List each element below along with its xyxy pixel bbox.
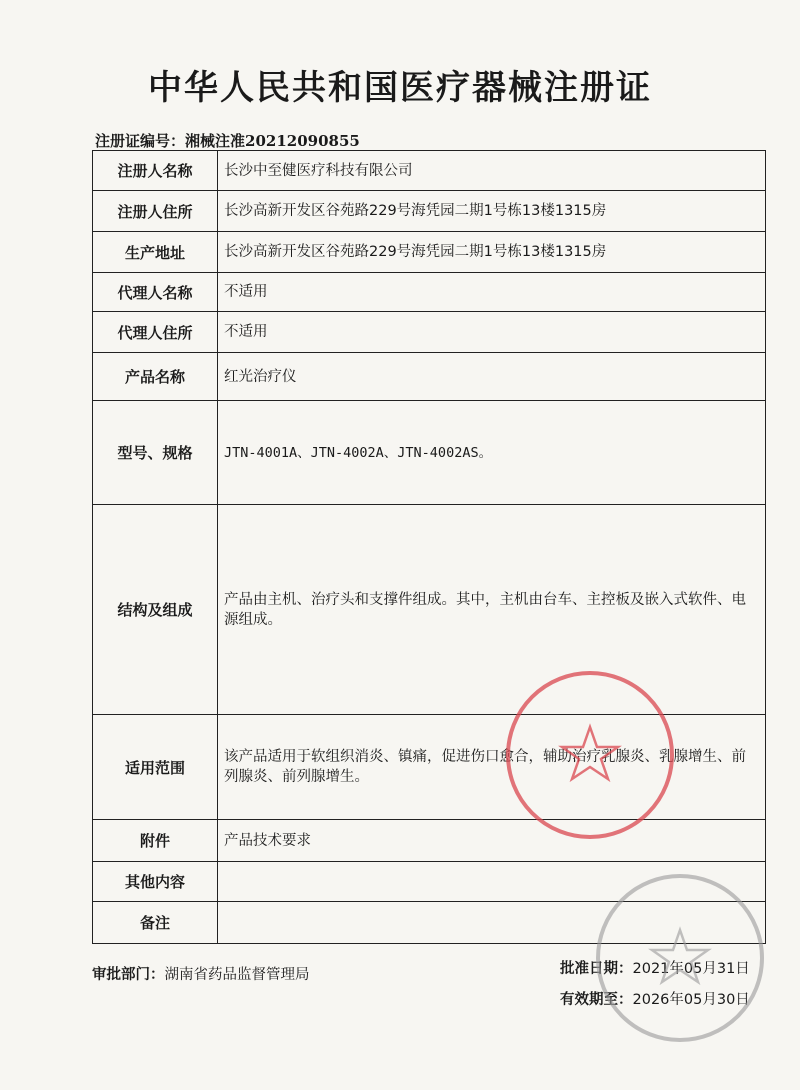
row-value: 产品技术要求	[218, 820, 766, 862]
table-row	[93, 191, 766, 232]
row-value: 不适用	[218, 312, 766, 353]
table-row	[93, 232, 766, 273]
row-label: 代理人名称	[93, 273, 218, 312]
table-row	[93, 862, 766, 902]
table-row	[93, 312, 766, 353]
approval-department-value: 湖南省药品监督管理局	[164, 967, 310, 983]
row-value	[218, 902, 766, 944]
row-value: JTN-4001A、JTN-4002A、JTN-4002AS。	[218, 401, 766, 505]
row-label: 结构及组成	[93, 505, 218, 715]
table-row	[93, 151, 766, 191]
table-row	[93, 273, 766, 312]
row-value: 长沙高新开发区谷苑路229号海凭园二期1号栋13楼1315房	[218, 191, 766, 232]
table-row	[93, 715, 766, 820]
row-label: 适用范围	[93, 715, 218, 820]
registration-table	[92, 150, 766, 944]
row-label: 备注	[93, 902, 218, 944]
registration-number	[95, 130, 360, 151]
registration-number-value: 湘械注准20212090855	[185, 132, 360, 150]
table-row	[93, 902, 766, 944]
table-row	[93, 401, 766, 505]
approval-date	[560, 957, 750, 978]
row-label: 注册人名称	[93, 151, 218, 191]
row-label: 产品名称	[93, 353, 218, 401]
row-label: 生产地址	[93, 232, 218, 273]
row-value	[218, 862, 766, 902]
row-label: 型号、规格	[93, 401, 218, 505]
approval-date-label: 批准日期：	[560, 961, 633, 977]
row-label: 注册人住所	[93, 191, 218, 232]
row-value: 长沙高新开发区谷苑路229号海凭园二期1号栋13楼1315房	[218, 232, 766, 273]
row-label: 代理人住所	[93, 312, 218, 353]
row-label: 附件	[93, 820, 218, 862]
row-value: 红光治疗仪	[218, 353, 766, 401]
registration-number-label: 注册证编号：	[95, 132, 186, 150]
row-value: 该产品适用于软组织消炎、镇痛，促进伤口愈合，辅助治疗乳腺炎、乳腺增生、前列腺炎、前列腺增生。	[218, 715, 766, 820]
row-value: 长沙中至健医疗科技有限公司	[218, 151, 766, 191]
expiry-date-label: 有效期至：	[560, 992, 633, 1008]
table-row	[93, 820, 766, 862]
document-title: 中华人民共和国医疗器械注册证	[148, 68, 652, 108]
expiry-date	[560, 988, 750, 1009]
approval-date-value: 2021年05月31日	[632, 961, 750, 977]
expiry-date-value: 2026年05月30日	[632, 992, 750, 1008]
row-value: 产品由主机、治疗头和支撑件组成。其中，主机由台车、主控板及嵌入式软件、电源组成。	[218, 505, 766, 715]
table-row	[93, 505, 766, 715]
table-row	[93, 353, 766, 401]
approval-department-label: 审批部门：	[92, 967, 165, 983]
row-value: 不适用	[218, 273, 766, 312]
approval-department	[92, 963, 310, 984]
row-label: 其他内容	[93, 862, 218, 902]
